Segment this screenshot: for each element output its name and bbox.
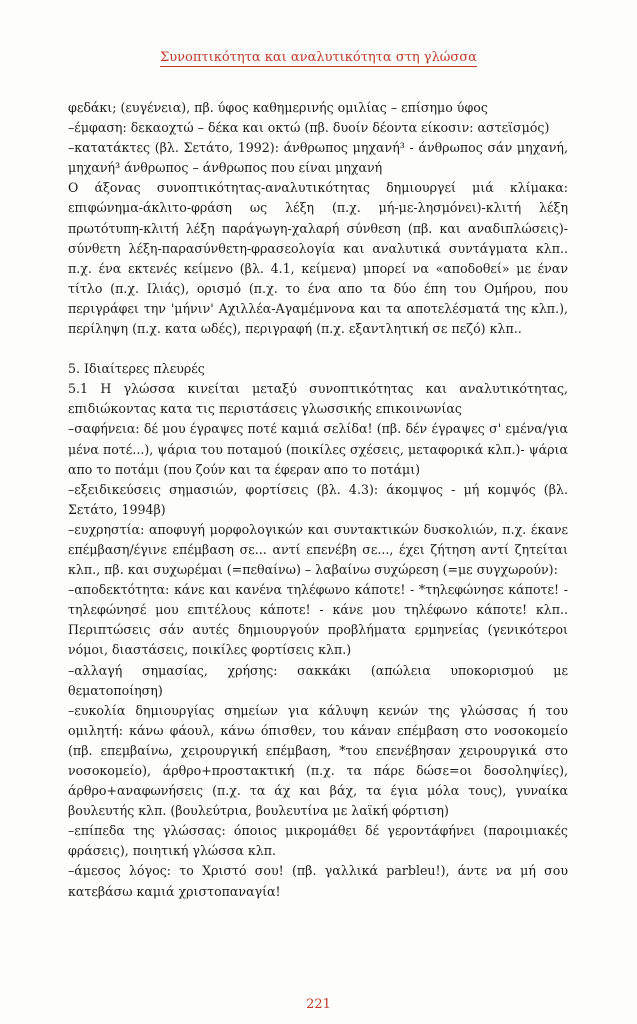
section-heading: 5. Ιδιαίτερες πλευρές <box>68 361 205 377</box>
paragraph: –εξειδικεύσεις σημασιών, φορτίσεις (βλ. 4.3): άκομψος - μή κομψός (βλ. Σετάτο, 1994β) <box>68 481 568 517</box>
paragraph: –αποδεκτότητα: κάνε και κανένα τηλέφωνο κάποτε! - *τηλεφώνησε κάποτε! - τηλεφώνησέ μου επιτέλους κάποτε! - κάνε μου τηλέφωνο κάποτε! κλπ.. Περιπτώσεις σάν αυτές δημιουργούν προβλήματα ερμηνείας (γενικότεροι νόμοι, διαστάσεις, ποικίλες φορτίσεις κλπ.) <box>68 582 568 658</box>
paragraph: –σαφήνεια: δέ μου έγραψες ποτέ καμιά σελίδα! (πβ. δέν έγραψες σ' εμένα/για μένα ποτέ...), ψάρια του ποταμού (ποικίλες σχέσεις, μεταφορικά κλπ.)- ψάρια απο το ποτάμι (που ζούν και τα έφεραν απο το ποτάμι) <box>68 421 568 477</box>
paragraph: 5.1 Η γλώσσα κινείται μεταξύ συνοπτικότητας και αναλυτικότητας, επιδιώκοντας κατα τις περιστάσεις γλωσσικής επικοινωνίας <box>68 381 568 417</box>
paragraph: –έμφαση: δεκαοχτώ – δέκα και οκτώ (πβ. δυοίν δέοντα είκοσιν: αστεϊσμός) <box>68 120 550 136</box>
paragraph: –ευχρηστία: αποφυγή μορφολογικών και συντακτικών δυσκολιών, π.χ. έκανε επέμβαση/έγινε επέμβαση σε... αντί επενέβη σε..., έχει ζήτηση αντί ζητείται κλπ., πβ. και συχωρέμαι (=πεθαίνω) – λαβαίνω συχώρεση (=με συγχωρούν): <box>68 521 568 578</box>
section-gap <box>68 339 568 359</box>
page-number: 221 <box>306 997 331 1012</box>
paragraph: φεδάκι; (ευγένεια), πβ. ύφος καθημερινής ομιλίας – επίσημο ύφος <box>68 100 488 115</box>
paragraph: Ο άξονας συνοπτικότητας-αναλυτικότητας δημιουργεί μιά κλίμακα: επιφώνημα-άκλιτο-φράση ως λέξη (π.χ. μή-με-λησμόνει)-κλιτή λέξη πρωτότυπη-κλιτή λέξη παράγωγη-χαλαρή σύνθεση (πβ. και αναδιπλώσεις)-σύνθετη λέξη-παρασύνθετη-φρασεολογία και αναλυτικά συντάγματα κλπ.. π.χ. ένα εκτενές κείμενο (βλ. 4.1, κείμενα) μπορεί να «αποδοθεί» με έναν τίτλο (π.χ. Ιλιάς), ορισμό (π.χ. το ένα απο τα δύο έπη του Ομήρου, που περιγράφει την 'μήνιν' Αχιλλέα-Αγαμέμνονα και τα αποτελέσματά της κλπ.), περίληψη (π.χ. κατα ωδές), περιγραφή (π.χ. εξαντλητική σε πεζό) κλπ.. <box>68 180 568 337</box>
paragraph: –άμεσος λόγος: το Χριστό σου! (πβ. γαλλικά parbleu!), άντε να μή σου κατεβάσω καμιά χριστοπαναγία! <box>68 863 568 899</box>
running-header-text: Συνοπτικότητα και αναλυτικότητα στη γλώσσα <box>160 50 477 65</box>
paragraph: –αλλαγή σημασίας, χρήσης: σακκάκι (απώλεια υποκορισμού με θεματοποίηση) <box>68 662 568 698</box>
body-text <box>68 98 568 902</box>
paragraph: –επίπεδα της γλώσσας: όποιος μικρομάθει δέ γεροντάφήνει (παροιμιακές φράσεις), ποιητική γλώσσα κλπ. <box>68 823 568 859</box>
paragraph: –ευκολία δημιουργίας σημείων για κάλυψη κενών της γλώσσας ή του ομιλητή: κάνω φάουλ, κάνω όπισθεν, του κάναν επέμβαση στο νοσοκομείο (πβ. επεμβαίνω, χειρουργική επέμβαση, *του επενέβησαν χειρουργικά στο νοσοκομείο), άρθρο+προστακτική (π.χ. τα πάρε δώσε=οι δοσοληψίες), άρθρο+αναφωνήσεις (π.χ. τα άχ και βάχ, τα έγια μόλα τους), γυναίκα βουλευτής κλπ. (βουλεύτρια, βουλευτίνα με λαϊκή φόρτιση) <box>68 702 568 819</box>
running-header <box>0 50 637 65</box>
paragraph: –κατατάκτες (βλ. Σετάτο, 1992): άνθρωπος μηχανή³ - άνθρωπος σάν μηχανή, μηχανή³ άνθρωπος – άνθρωπος που είναι μηχανή <box>68 140 568 176</box>
